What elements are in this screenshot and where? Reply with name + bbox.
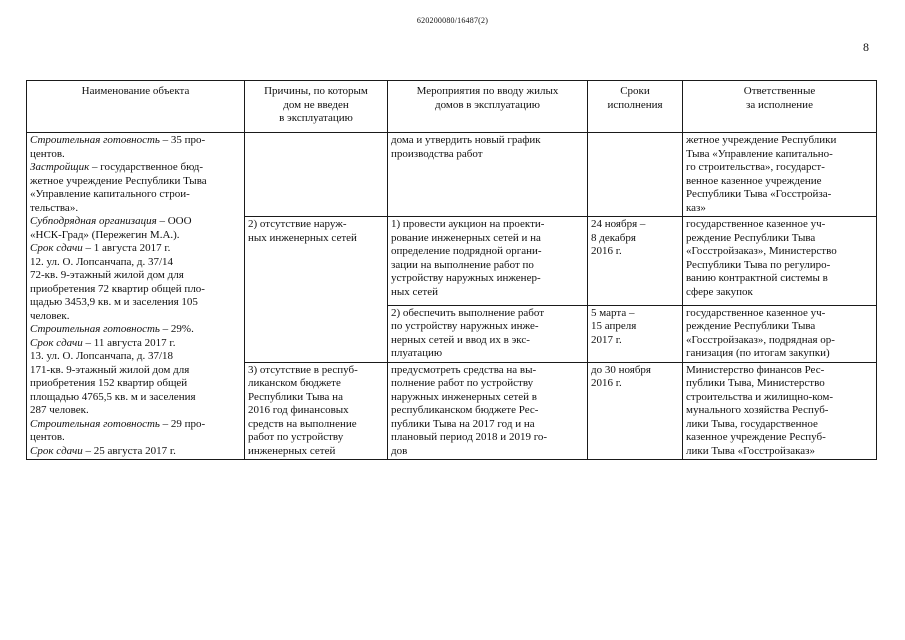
object-line-text: человек. <box>30 309 70 322</box>
object-line <box>30 283 241 297</box>
object-description-cell <box>27 133 245 460</box>
document-code: 620200080/16487(2) <box>416 16 489 25</box>
commissioning-plan-table <box>26 80 877 460</box>
object-line-label: Срок сдачи <box>30 336 83 349</box>
responsible-cell: государственное казенное уч- реждение Республики Тыва «Госстройзаказ», Министерство Республики Тыва по регулиро- ванию контрактной системы в сфере закупок <box>683 217 877 306</box>
measure-cell: 2) обеспечить выполнение работ по устройству наружных инже- нерных сетей и ввод их в экс- плуатацию <box>388 305 588 362</box>
deadline-cell: 5 марта – 15 апреля 2017 г. <box>588 305 683 362</box>
object-line <box>30 148 241 162</box>
table-row <box>27 133 877 217</box>
object-line <box>30 256 241 270</box>
object-line-label: Строительная готовность <box>30 134 160 146</box>
object-line <box>30 404 241 418</box>
column-header-deadlines: Сроки исполнения <box>588 81 683 133</box>
object-line <box>30 418 241 432</box>
object-line-text: центов. <box>30 147 65 160</box>
object-line-text: – 25 августа 2017 г. <box>82 444 176 457</box>
object-line <box>30 377 241 391</box>
object-line-text: центов. <box>30 431 65 443</box>
column-header-reasons: Причины, по которым дом не введен в эксплуатацию <box>245 81 388 133</box>
measure-cell: 1) провести аукцион на проекти- рование инженерных сетей и на определение подрядной органи- зации на выполнение работ по устройству наружных инженер- ных сетей <box>388 217 588 306</box>
object-line-label: Строительная готовность <box>30 417 160 430</box>
object-line-text: приобретения 72 квартир общей пло- <box>30 282 205 295</box>
object-line-text: тельства». <box>30 201 79 214</box>
page-number: 8 <box>863 40 869 54</box>
responsible-cell: Министерство финансов Рес- публики Тыва, Министерство строительства и жилищно-ком- мунального хозяйства Респуб- лики Тыва, государственное казенное учреждение Респуб- лики Тыва «Госстройзаказ» <box>683 362 877 460</box>
object-line-text: щадью 3453,9 кв. м и заселения 105 <box>30 296 198 308</box>
object-line-text: 72-кв. 9-этажный жилой дом для <box>30 269 184 281</box>
object-line <box>30 445 241 459</box>
object-line-text: 12. ул. О. Лопсанчапа, д. 37/14 <box>30 255 173 268</box>
object-line <box>30 229 241 243</box>
measure-cell: дома и утвердить новый график производства работ <box>388 133 588 217</box>
object-line-text: «НСК-Град» (Пережегин М.А.). <box>30 228 180 241</box>
column-header-measures: Мероприятия по вводу жилых домов в эксплуатацию <box>388 81 588 133</box>
reason-cell <box>245 133 388 217</box>
object-line-text: – государственное бюд- <box>89 161 204 173</box>
object-line <box>30 337 241 351</box>
object-line <box>30 134 241 148</box>
object-line-text: 171-кв. 9-этажный жилой дом для <box>30 363 190 376</box>
object-line <box>30 296 241 310</box>
object-line <box>30 215 241 229</box>
object-line-text: – 11 августа 2017 г. <box>82 336 176 349</box>
object-line <box>30 188 241 202</box>
object-line-text: приобретения 152 квартир общей <box>30 377 188 389</box>
object-line-text: 287 человек. <box>30 404 89 416</box>
object-line-label: Субподрядная организация <box>30 215 157 227</box>
column-header-object: Наименование объекта <box>27 81 245 133</box>
object-line <box>30 323 241 337</box>
object-line-text: площадью 4765,5 кв. м и заселения <box>30 390 196 403</box>
object-line-text: – ООО <box>156 215 192 227</box>
object-line <box>30 175 241 189</box>
object-line-label: Срок сдачи <box>30 444 83 457</box>
object-line-text: 13. ул. О. Лопсанчапа, д. 37/18 <box>30 350 173 362</box>
object-line-text: «Управление капитального строи- <box>30 188 190 200</box>
object-line-text: жетное учреждение Республики Тыва <box>30 174 207 187</box>
object-line <box>30 391 241 405</box>
object-line-label: Строительная готовность <box>30 323 160 335</box>
reason-cell: 3) отсутствие в респуб- ликанском бюджете Республики Тыва на 2016 год финансовых средств на выполнение работ по устройству инженерных сетей <box>245 362 388 460</box>
deadline-cell: до 30 ноября 2016 г. <box>588 362 683 460</box>
object-line-label: Застройщик <box>30 161 90 173</box>
object-line <box>30 350 241 364</box>
object-line <box>30 242 241 256</box>
object-line <box>30 310 241 324</box>
object-line-text: – 29 про- <box>159 417 206 430</box>
responsible-cell: жетное учреждение Республики Тыва «Управление капитально- го строительства», государст- венное казенное учреждение Республики Тыва «Госстройза- каз» <box>683 133 877 217</box>
column-header-responsible: Ответственные за исполнение <box>683 81 877 133</box>
object-line-text: – 1 августа 2017 г. <box>82 242 171 254</box>
responsible-cell: государственное казенное уч- реждение Республики Тыва «Госстройзаказ», подрядная ор- ганизация (по итогам закупки) <box>683 305 877 362</box>
deadline-cell <box>588 133 683 217</box>
object-line <box>30 202 241 216</box>
measure-cell: предусмотреть средства на вы- полнение работ по устройству наружных инженерных сетей в республиканском бюджете Рес- публики Тыва на 2017 год и на плановый период 2018 и 2019 го- дов <box>388 362 588 460</box>
table-header-row <box>27 81 877 133</box>
reason-cell: 2) отсутствие наруж- ных инженерных сетей <box>245 217 388 363</box>
deadline-cell: 24 ноября – 8 декабря 2016 г. <box>588 217 683 306</box>
object-line <box>30 431 241 445</box>
object-line <box>30 364 241 378</box>
object-line-text: – 29%. <box>159 323 194 335</box>
object-line <box>30 269 241 283</box>
object-line <box>30 161 241 175</box>
object-line-text: – 35 про- <box>159 134 206 146</box>
object-line-label: Срок сдачи <box>30 242 83 254</box>
